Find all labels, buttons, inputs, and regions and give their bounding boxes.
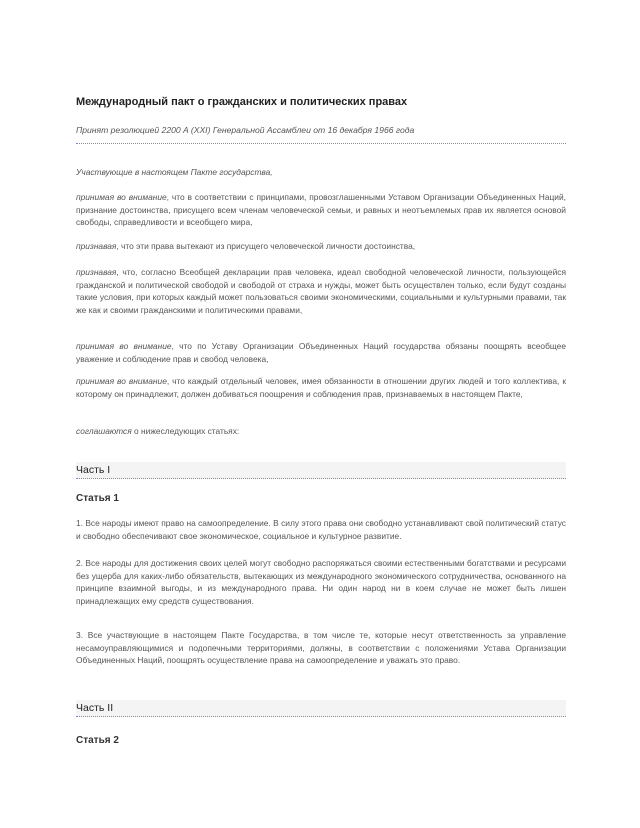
emphasis: принимая во внимание [76, 341, 172, 351]
preamble-paragraph [76, 240, 566, 253]
emphasis: принимая во внимание [76, 192, 167, 202]
article-heading: Статья 2 [76, 735, 119, 746]
document-title: Международный пакт о гражданских и политических правах [76, 96, 408, 108]
emphasis: принимая во внимание [76, 376, 167, 386]
preamble-paragraph [76, 375, 566, 400]
emphasis: соглашаются [76, 426, 132, 436]
paragraph-text: , что, согласно Всеобщей декларации прав человека, идеал свободной человеческой личности, пользующейся гражданской и политической свободой и свободой от страха и нужды, может быть осуществлен только, если будут созданы такие условия, при которых каждый может пользоваться своими экономическими, социальными и культурными правами, так же как и своими гражданскими и политическими правами, [76, 267, 566, 315]
document-subtitle: Принят резолюцией 2200 A (XXI) Генеральной Ассамблеи от 16 декабря 1966 года [76, 125, 415, 135]
paragraph-text: о нижеследующих статьях: [131, 426, 240, 436]
paragraph-text: , что эти права вытекают из присущего человеческой личности достоинства, [116, 241, 416, 251]
part-heading: Часть I [76, 462, 566, 479]
preamble-paragraph [76, 266, 566, 316]
emphasis: признавая [76, 241, 117, 251]
part-heading: Часть II [76, 700, 566, 717]
paragraph-text: , что каждый отдельный человек, имея обязанности в отношении других людей и того коллектива, к которому он принадлежит, должен добиваться поощрения и соблюдения прав, признаваемых в настоящем Пакте, [76, 376, 566, 399]
preamble-paragraph [76, 340, 566, 365]
preamble-paragraph [76, 425, 566, 438]
divider [76, 143, 566, 144]
paragraph-text: , что в соответствии с принципами, провозглашенными Уставом Организации Объединенных Наций, признание достоинства, присущего всем членам человеческой семьи, и равных и неотъемлемых прав их является основой свободы, справедливости и всеобщего мира, [76, 192, 566, 227]
preamble-paragraph [76, 191, 566, 229]
preamble-paragraph [76, 166, 566, 179]
emphasis: признавая [76, 267, 117, 277]
article-paragraph: 1. Все народы имеют право на самоопределение. В силу этого права они свободно устанавливают свой политический статус и свободно обеспечивают свое экономическое, социальное и культурное развитие. [76, 518, 566, 541]
article-paragraph: 2. Все народы для достижения своих целей могут свободно распоряжаться своими естественными богатствами и ресурсами без ущерба для каких-либо обязательств, вытекающих из международного экономического сотрудничества, основанного на принципе взаимной выгоды, и из международного права. Ни один народ ни в коем случае не может быть лишен принадлежащих ему средств существования. [76, 558, 566, 606]
paragraph-text: , что по Уставу Организации Объединенных Наций государства обязаны поощрять всеобщее уважение и соблюдение прав и свобод человека, [76, 341, 566, 364]
emphasis: Участвующие в настоящем Пакте государства, [76, 167, 273, 177]
article-paragraph: 3. Все участвующие в настоящем Пакте Государства, в том числе те, которые несут ответственность за управление несамоуправляющимися и подопечными территориями, должны, в соответствии с положениями Устава Организации Объединенных Наций, поощрять осуществление права на самоопределение и уважать это право. [76, 630, 566, 665]
article-heading: Статья 1 [76, 493, 119, 504]
